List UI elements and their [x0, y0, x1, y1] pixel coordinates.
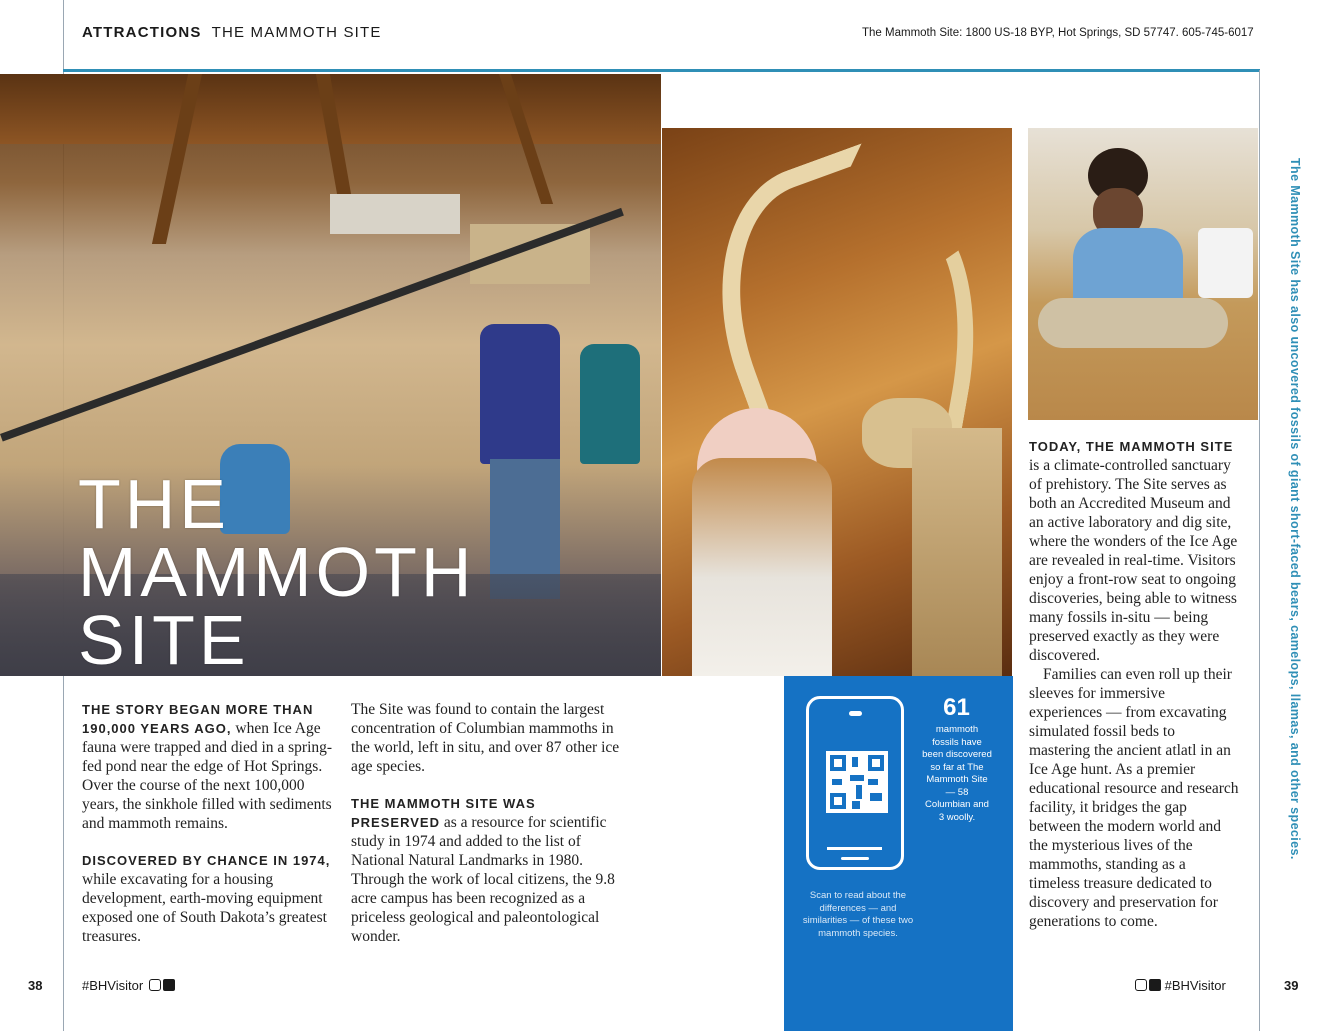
- scan-caption: Scan to read about the differences — and similarities — of these two mammoth species.: [802, 890, 914, 939]
- fact-box: [784, 676, 1013, 1031]
- hashtag: #BHVisitor: [1164, 978, 1226, 993]
- facebook-icon[interactable]: [163, 979, 175, 991]
- paragraph: [1029, 437, 1239, 665]
- body-text: when Ice Age fauna were trapped and died in a spring-fed pond near the edge of Hot Springs. Over the course of the next 100,000 years, the sinkhole filled with sediments and mammoth remains.: [82, 720, 333, 832]
- hero-title-line-1: THE: [78, 465, 230, 543]
- instagram-icon[interactable]: [1135, 979, 1147, 991]
- footer-social-left: [82, 978, 175, 993]
- paragraph: [82, 851, 337, 946]
- sidebar-caption-text: The Mammoth Site has also uncovered fossils of giant short-faced bears, camelops, llamas, and other species.: [1288, 158, 1302, 860]
- footer-social-right: [1133, 978, 1226, 993]
- body-text: as a resource for scientific study in 1974 and added to the list of National Natural Landmarks in 1980. Through the work of local citizens, the 9.8 acre campus has been recognized as a priceless geological and paleontological wonder.: [351, 814, 615, 945]
- paragraph: Families can even roll up their sleeves for immersive experiences — from excavating simulated fossil beds to mastering the ancient atlatl in an Ice Age hunt. As a premier educational resource and research facility, it bridges the gap between the modern world and the mysterious lives of the mammoths, standing as a timeless treasure dedicated to discovery and preservation for generations to come.: [1029, 666, 1239, 930]
- lead-in: THE MAMMOTH SITE WAS PRESERVED: [351, 796, 536, 830]
- hero-title-line-2: MAMMOTH: [78, 533, 476, 611]
- section-header: [82, 24, 382, 41]
- young-excavator-photo: [1028, 128, 1258, 420]
- article-column-1: [82, 700, 337, 964]
- address-line: The Mammoth Site: 1800 US-18 BYP, Hot Springs, SD 57747. 605-745-6017: [862, 27, 1254, 39]
- stat-number: 61: [943, 694, 970, 721]
- article-column-2: [351, 700, 621, 964]
- page-number-left: 38: [28, 978, 43, 993]
- body-text: while excavating for a housing development, earth-moving equipment exposed one of South Dakota’s greatest treasures.: [82, 871, 327, 945]
- hashtag: #BHVisitor: [82, 978, 144, 993]
- stat-description: mammoth fossils have been discovered so far at The Mammoth Site — 58 Columbian and 3 woolly.: [922, 724, 992, 823]
- hero-title-line-3: SITE: [78, 601, 250, 679]
- lead-in: TODAY, THE MAMMOTH SITE: [1029, 439, 1234, 454]
- lead-in: DISCOVERED BY CHANCE IN 1974,: [82, 853, 331, 868]
- right-page-rule: [1259, 70, 1260, 1031]
- facebook-icon[interactable]: [1149, 979, 1161, 991]
- paragraph: The Site was found to contain the largest concentration of Columbian mammoths in the world, left in situ, and over 87 other ice age species.: [351, 701, 620, 775]
- mammoth-skeleton-photo: [662, 128, 1012, 676]
- sidebar-caption: [1284, 158, 1304, 858]
- qr-code-icon[interactable]: [826, 751, 888, 813]
- paragraph: [351, 794, 621, 946]
- instagram-icon[interactable]: [149, 979, 161, 991]
- page-number-right: 39: [1284, 978, 1299, 993]
- phone-icon: [806, 696, 904, 870]
- section-label: ATTRACTIONS: [82, 24, 202, 41]
- article-column-3: [1029, 437, 1239, 931]
- header-rule: [63, 69, 1260, 72]
- body-text: is a climate-controlled sanctuary of prehistory. The Site serves as both an Accredited Museum and an active laboratory and dig site, where the wonders of the Ice Age are revealed in real-time. Visitors enjoy a front-row seat to ongoing discoveries, being able to witness many fossils in-situ — being preserved exactly as they were discovered.: [1029, 457, 1238, 664]
- hero-title: [78, 465, 476, 679]
- lead-in: THE STORY BEGAN MORE THAN 190,000 YEARS AGO,: [82, 702, 314, 736]
- subsection-label: THE MAMMOTH SITE: [211, 24, 382, 41]
- paragraph: [82, 700, 337, 833]
